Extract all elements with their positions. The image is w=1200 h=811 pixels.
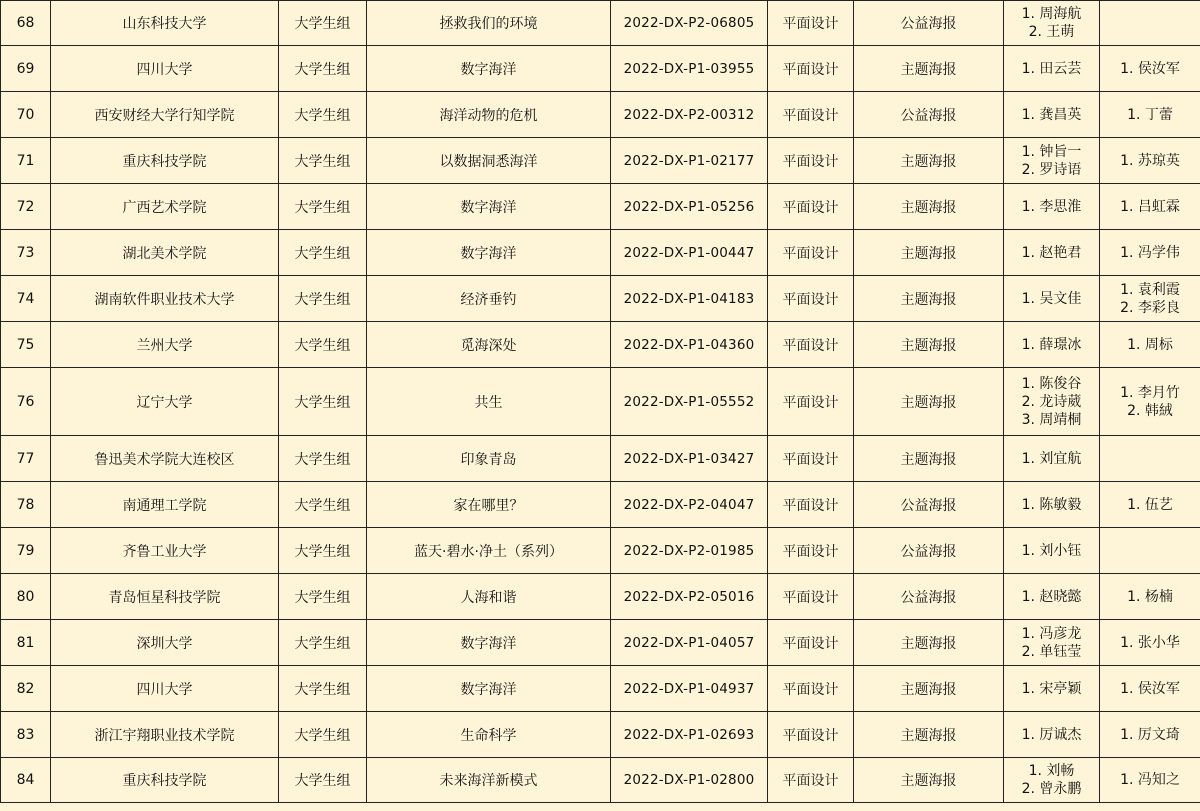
row-number: 71 [1, 138, 51, 184]
author-name: 1. 赵晓懿 [1021, 588, 1082, 605]
category-cell: 平面设计 [768, 620, 854, 666]
type-cell: 主题海报 [854, 666, 1004, 712]
group-cell: 大学生组 [279, 276, 367, 322]
entry-code-cell: 2022-DX-P2-06805 [611, 1, 768, 46]
title-cell: 经济垂钓 [367, 276, 611, 322]
advisor-name: 1. 厉文琦 [1120, 726, 1180, 743]
table-row [1, 436, 1200, 482]
school-cell: 深圳大学 [51, 620, 279, 666]
title-cell: 未来海洋新模式 [367, 758, 611, 803]
table-row [1, 322, 1200, 368]
author-name: 1. 刘小钰 [1021, 542, 1082, 559]
type-cell: 主题海报 [854, 436, 1004, 482]
category-cell: 平面设计 [768, 574, 854, 620]
authors-cell [1004, 712, 1100, 758]
advisors-cell [1100, 368, 1200, 436]
table-row [1, 574, 1200, 620]
category-cell: 平面设计 [768, 92, 854, 138]
category-cell: 平面设计 [768, 46, 854, 92]
entry-code-cell: 2022-DX-P1-05256 [611, 184, 768, 230]
author-name: 1. 宋亭颖 [1021, 680, 1082, 697]
advisors-cell [1100, 322, 1200, 368]
row-number: 82 [1, 666, 51, 712]
entry-code-cell: 2022-DX-P1-02177 [611, 138, 768, 184]
group-cell: 大学生组 [279, 620, 367, 666]
group-cell: 大学生组 [279, 230, 367, 276]
advisors-cell [1100, 1, 1200, 46]
school-cell: 四川大学 [51, 666, 279, 712]
entry-code-cell: 2022-DX-P1-04360 [611, 322, 768, 368]
advisor-name: 1. 吕虹霖 [1120, 198, 1180, 215]
advisor-name: 1. 侯汝军 [1120, 680, 1180, 697]
entry-code-cell: 2022-DX-P1-04057 [611, 620, 768, 666]
advisors-cell [1100, 230, 1200, 276]
authors-cell [1004, 184, 1100, 230]
row-number: 78 [1, 482, 51, 528]
author-name: 2. 曾永鹏 [1021, 781, 1082, 797]
type-cell: 公益海报 [854, 574, 1004, 620]
title-cell: 数字海洋 [367, 666, 611, 712]
title-cell: 以数据洞悉海洋 [367, 138, 611, 184]
table-row [1, 92, 1200, 138]
entry-code-cell: 2022-DX-P1-00447 [611, 230, 768, 276]
group-cell: 大学生组 [279, 666, 367, 712]
advisor-name: 1. 冯知之 [1120, 772, 1180, 788]
row-number: 76 [1, 368, 51, 436]
authors-cell [1004, 46, 1100, 92]
group-cell: 大学生组 [279, 1, 367, 46]
table-row [1, 528, 1200, 574]
author-name: 3. 周靖桐 [1021, 411, 1082, 428]
row-number: 73 [1, 230, 51, 276]
type-cell: 公益海报 [854, 528, 1004, 574]
table-row [1, 620, 1200, 666]
advisors-cell [1100, 620, 1200, 666]
table-row [1, 482, 1200, 528]
authors-cell [1004, 276, 1100, 322]
advisor-name: 1. 侯汝军 [1120, 60, 1180, 77]
advisor-name: 1. 苏琼英 [1120, 152, 1180, 169]
author-name: 2. 单钰莹 [1021, 643, 1082, 660]
type-cell: 主题海报 [854, 276, 1004, 322]
advisors-cell [1100, 666, 1200, 712]
table-row [1, 46, 1200, 92]
entry-code-cell: 2022-DX-P1-04937 [611, 666, 768, 712]
authors-cell [1004, 574, 1100, 620]
authors-cell [1004, 620, 1100, 666]
entry-code-cell: 2022-DX-P2-01985 [611, 528, 768, 574]
row-number: 75 [1, 322, 51, 368]
advisors-cell [1100, 138, 1200, 184]
advisor-name: 1. 伍艺 [1127, 496, 1173, 513]
entry-code-cell: 2022-DX-P1-05552 [611, 368, 768, 436]
authors-cell [1004, 368, 1100, 436]
table-row [1, 276, 1200, 322]
authors-cell [1004, 482, 1100, 528]
advisor-name: 1. 张小华 [1120, 634, 1180, 651]
category-cell: 平面设计 [768, 528, 854, 574]
school-cell: 兰州大学 [51, 322, 279, 368]
row-number: 72 [1, 184, 51, 230]
title-cell: 觅海深处 [367, 322, 611, 368]
category-cell: 平面设计 [768, 184, 854, 230]
row-number: 80 [1, 574, 51, 620]
entry-code-cell: 2022-DX-P1-03427 [611, 436, 768, 482]
row-number: 69 [1, 46, 51, 92]
group-cell: 大学生组 [279, 322, 367, 368]
title-cell: 数字海洋 [367, 184, 611, 230]
row-number: 68 [1, 1, 51, 46]
advisors-cell [1100, 528, 1200, 574]
authors-cell [1004, 758, 1100, 803]
entry-code-cell: 2022-DX-P1-02800 [611, 758, 768, 803]
group-cell: 大学生组 [279, 436, 367, 482]
title-cell: 数字海洋 [367, 230, 611, 276]
author-name: 1. 刘畅 [1028, 763, 1075, 779]
group-cell: 大学生组 [279, 574, 367, 620]
author-name: 1. 田云芸 [1021, 60, 1082, 77]
category-cell: 平面设计 [768, 322, 854, 368]
author-name: 2. 龙诗葳 [1021, 393, 1082, 410]
row-number: 83 [1, 712, 51, 758]
advisors-cell [1100, 482, 1200, 528]
category-cell: 平面设计 [768, 436, 854, 482]
group-cell: 大学生组 [279, 758, 367, 803]
type-cell: 主题海报 [854, 230, 1004, 276]
advisors-cell [1100, 758, 1200, 803]
type-cell: 主题海报 [854, 620, 1004, 666]
group-cell: 大学生组 [279, 368, 367, 436]
author-name: 2. 王萌 [1028, 24, 1075, 40]
row-number: 74 [1, 276, 51, 322]
school-cell: 齐鲁工业大学 [51, 528, 279, 574]
authors-cell [1004, 436, 1100, 482]
advisors-cell [1100, 712, 1200, 758]
title-cell: 共生 [367, 368, 611, 436]
row-number: 70 [1, 92, 51, 138]
authors-cell [1004, 230, 1100, 276]
entry-code-cell: 2022-DX-P1-02693 [611, 712, 768, 758]
author-name: 1. 钟旨一 [1021, 143, 1082, 160]
advisor-name: 1. 李月竹 [1120, 384, 1180, 401]
category-cell: 平面设计 [768, 230, 854, 276]
entry-code-cell: 2022-DX-P2-00312 [611, 92, 768, 138]
advisor-name: 1. 周标 [1127, 336, 1173, 353]
category-cell: 平面设计 [768, 138, 854, 184]
advisor-name: 1. 袁利霞 [1120, 281, 1180, 298]
authors-cell [1004, 1, 1100, 46]
table-row [1, 1, 1200, 46]
advisors-cell [1100, 46, 1200, 92]
author-name: 1. 龚昌英 [1021, 106, 1082, 123]
school-cell: 重庆科技学院 [51, 758, 279, 803]
type-cell: 主题海报 [854, 46, 1004, 92]
type-cell: 主题海报 [854, 138, 1004, 184]
school-cell: 浙江宇翔职业技术学院 [51, 712, 279, 758]
advisor-name: 1. 丁蕾 [1127, 106, 1173, 123]
category-cell: 平面设计 [768, 276, 854, 322]
advisor-name: 1. 冯学伟 [1120, 244, 1180, 261]
type-cell: 主题海报 [854, 322, 1004, 368]
table-row [1, 138, 1200, 184]
category-cell: 平面设计 [768, 666, 854, 712]
author-name: 1. 薛璟冰 [1021, 336, 1082, 353]
type-cell: 主题海报 [854, 368, 1004, 436]
title-cell: 蓝天·碧水·净土（系列） [367, 528, 611, 574]
authors-cell [1004, 666, 1100, 712]
category-cell: 平面设计 [768, 758, 854, 803]
type-cell: 公益海报 [854, 1, 1004, 46]
advisor-name: 2. 韩絨 [1127, 402, 1173, 419]
school-cell: 重庆科技学院 [51, 138, 279, 184]
type-cell: 主题海报 [854, 758, 1004, 803]
group-cell: 大学生组 [279, 92, 367, 138]
author-name: 1. 赵艳君 [1021, 244, 1082, 261]
entry-code-cell: 2022-DX-P1-04183 [611, 276, 768, 322]
table-row [1, 712, 1200, 758]
table-row [1, 184, 1200, 230]
author-name: 1. 刘宜航 [1021, 450, 1082, 467]
school-cell: 西安财经大学行知学院 [51, 92, 279, 138]
school-cell: 鲁迅美术学院大连校区 [51, 436, 279, 482]
table-row [1, 368, 1200, 436]
title-cell: 家在哪里？ [367, 482, 611, 528]
group-cell: 大学生组 [279, 528, 367, 574]
school-cell: 青岛恒星科技学院 [51, 574, 279, 620]
title-cell: 拯救我们的环境 [367, 1, 611, 46]
table-row [1, 758, 1200, 803]
school-cell: 广西艺术学院 [51, 184, 279, 230]
advisor-name: 2. 李彩良 [1120, 299, 1180, 316]
entry-code-cell: 2022-DX-P2-04047 [611, 482, 768, 528]
advisors-cell [1100, 574, 1200, 620]
type-cell: 主题海报 [854, 712, 1004, 758]
advisors-cell [1100, 184, 1200, 230]
row-number: 77 [1, 436, 51, 482]
group-cell: 大学生组 [279, 46, 367, 92]
author-name: 1. 吴文佳 [1021, 290, 1082, 307]
author-name: 1. 陈敏毅 [1021, 496, 1082, 513]
category-cell: 平面设计 [768, 368, 854, 436]
group-cell: 大学生组 [279, 138, 367, 184]
row-number: 84 [1, 758, 51, 803]
title-cell: 数字海洋 [367, 46, 611, 92]
row-number: 81 [1, 620, 51, 666]
type-cell: 主题海报 [854, 184, 1004, 230]
type-cell: 公益海报 [854, 482, 1004, 528]
author-name: 2. 罗诗语 [1021, 161, 1082, 178]
category-cell: 平面设计 [768, 482, 854, 528]
table-row [1, 230, 1200, 276]
school-cell: 湖北美术学院 [51, 230, 279, 276]
author-name: 1. 周海航 [1021, 6, 1082, 22]
group-cell: 大学生组 [279, 482, 367, 528]
entry-code-cell: 2022-DX-P2-05016 [611, 574, 768, 620]
row-number: 79 [1, 528, 51, 574]
category-cell: 平面设计 [768, 1, 854, 46]
advisors-cell [1100, 92, 1200, 138]
table-row [1, 666, 1200, 712]
title-cell: 数字海洋 [367, 620, 611, 666]
advisors-cell [1100, 436, 1200, 482]
table-body [1, 1, 1200, 803]
author-name: 1. 陈俊谷 [1021, 375, 1082, 392]
authors-cell [1004, 92, 1100, 138]
authors-cell [1004, 322, 1100, 368]
type-cell: 公益海报 [854, 92, 1004, 138]
entry-code-cell: 2022-DX-P1-03955 [611, 46, 768, 92]
group-cell: 大学生组 [279, 184, 367, 230]
title-cell: 海洋动物的危机 [367, 92, 611, 138]
title-cell: 人海和谐 [367, 574, 611, 620]
authors-cell [1004, 528, 1100, 574]
school-cell: 辽宁大学 [51, 368, 279, 436]
author-name: 1. 厉诚杰 [1021, 726, 1082, 743]
authors-cell [1004, 138, 1100, 184]
advisors-cell [1100, 276, 1200, 322]
school-cell: 湖南软件职业技术大学 [51, 276, 279, 322]
category-cell: 平面设计 [768, 712, 854, 758]
school-cell: 四川大学 [51, 46, 279, 92]
author-name: 1. 冯彦龙 [1021, 625, 1082, 642]
school-cell: 南通理工学院 [51, 482, 279, 528]
title-cell: 印象青岛 [367, 436, 611, 482]
advisor-name: 1. 杨楠 [1127, 588, 1173, 605]
title-cell: 生命科学 [367, 712, 611, 758]
school-cell: 山东科技大学 [51, 1, 279, 46]
author-name: 1. 李思淮 [1021, 198, 1082, 215]
group-cell: 大学生组 [279, 712, 367, 758]
